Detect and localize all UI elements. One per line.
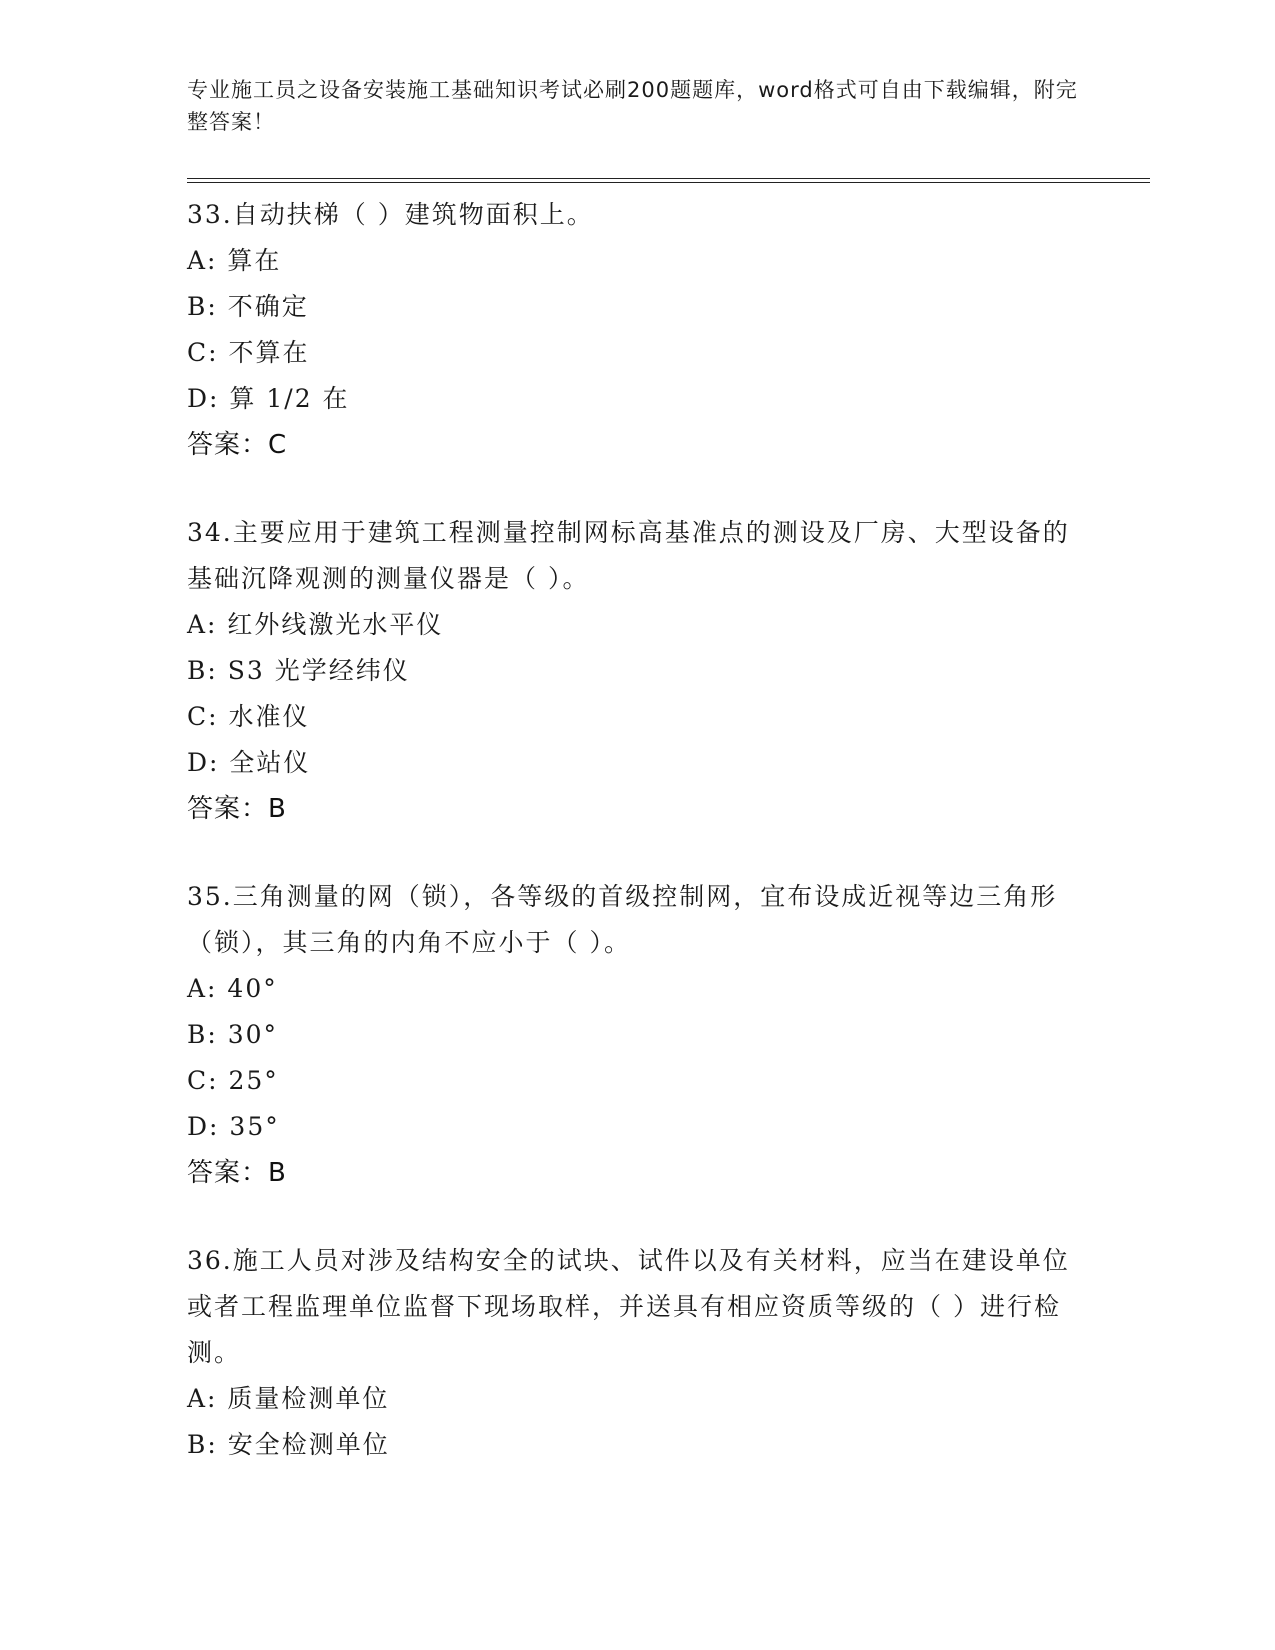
question-text: 33.自动扶梯（ ）建筑物面积上。 (187, 200, 594, 229)
option-c: C: 不算在 (187, 338, 310, 367)
question-36 (187, 1238, 1087, 1468)
question-list (187, 192, 1087, 1510)
header-divider-top (187, 178, 1150, 179)
option-a: A: 40° (187, 974, 278, 1003)
option-b: B: S3 光学经纬仪 (187, 656, 410, 685)
answer-text: 答案：B (187, 1158, 287, 1188)
option-a: A: 质量检测单位 (187, 1384, 390, 1413)
question-35 (187, 874, 1087, 1196)
option-d: D: 算 1/2 在 (187, 384, 350, 413)
question-text: 34.主要应用于建筑工程测量控制网标高基准点的测设及厂房、大型设备的基础沉降观测的测量仪器是（ ）。 (187, 518, 1070, 593)
question-text: 36.施工人员对涉及结构安全的试块、试件以及有关材料，应当在建设单位或者工程监理单位监督下现场取样，并送具有相应资质等级的（ ）进行检测。 (187, 1246, 1070, 1367)
option-a: A: 算在 (187, 246, 282, 275)
option-c: C: 25° (187, 1066, 279, 1095)
option-d: D: 35° (187, 1112, 280, 1141)
question-text: 35.三角测量的网（锁），各等级的首级控制网，宜布设成近视等边三角形（锁），其三角的内角不应小于（ ）。 (187, 882, 1058, 957)
option-b: B: 30° (187, 1020, 279, 1049)
question-34 (187, 510, 1087, 832)
answer-text: 答案：C (187, 430, 288, 460)
option-b: B: 不确定 (187, 292, 309, 321)
option-d: D: 全站仪 (187, 748, 311, 777)
answer-text: 答案：B (187, 794, 287, 824)
option-c: C: 水准仪 (187, 702, 310, 731)
option-b: B: 安全检测单位 (187, 1430, 390, 1459)
header-divider-bottom (187, 182, 1150, 183)
document-header: 专业施工员之设备安装施工基础知识考试必刷200题题库，word格式可自由下载编辑，附完整答案！ (187, 78, 1078, 134)
question-33 (187, 192, 1087, 468)
option-a: A: 红外线激光水平仪 (187, 610, 444, 639)
